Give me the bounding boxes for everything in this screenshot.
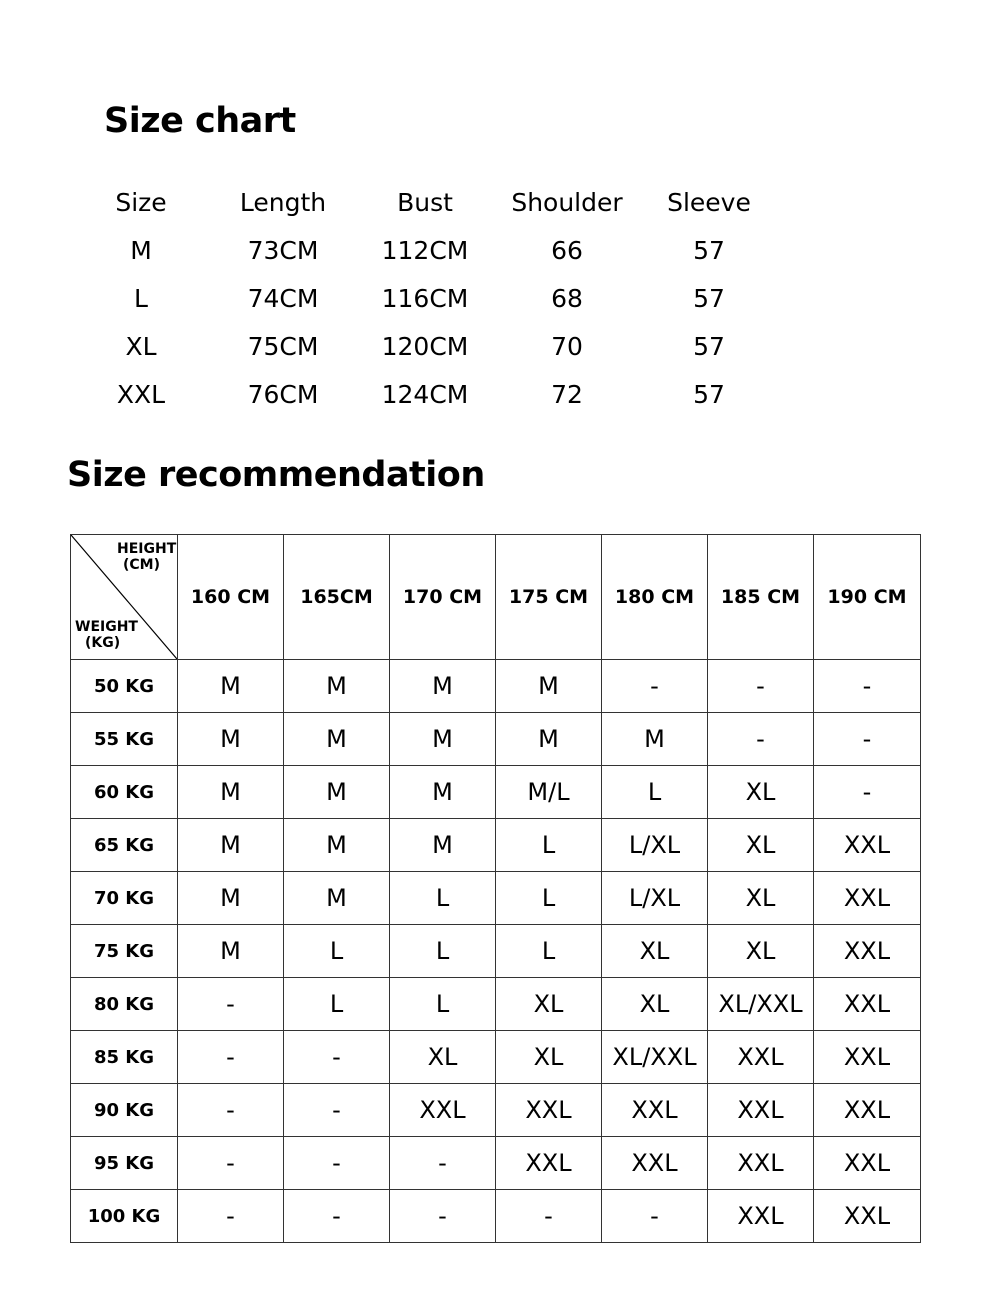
size-chart-cell: 112CM [381, 235, 469, 265]
size-chart-header-cell: Shoulder [511, 187, 623, 217]
recommended-size-cell: XXL [602, 1084, 708, 1137]
recommended-size-cell: XL/XXL [602, 1031, 708, 1084]
recommended-size-cell: M [284, 819, 390, 872]
size-chart-cell: 116CM [381, 283, 469, 313]
recommended-size-cell: - [708, 660, 814, 713]
recommended-size-cell: XXL [390, 1084, 496, 1137]
recommended-size-cell: - [178, 1031, 284, 1084]
recommended-size-cell: XXL [708, 1084, 814, 1137]
recommended-size-cell: - [814, 766, 921, 819]
recommended-size-cell: - [178, 978, 284, 1031]
recommended-size-cell: XL [708, 819, 814, 872]
recommended-size-cell: XXL [814, 819, 921, 872]
size-chart-header-cell: Length [239, 187, 327, 217]
size-chart-cell: 73CM [247, 235, 319, 265]
recommended-size-cell: - [178, 1084, 284, 1137]
recommended-size-cell: L [284, 978, 390, 1031]
height-header-row [71, 535, 921, 660]
recommended-size-cell: M [284, 713, 390, 766]
recommended-size-cell: XXL [814, 872, 921, 925]
recommended-size-cell: M [496, 660, 602, 713]
recommended-size-cell: - [390, 1190, 496, 1243]
size-chart-cell: 76CM [247, 379, 319, 409]
size-chart-cell: 75CM [247, 331, 319, 361]
recommended-size-cell: XXL [814, 1190, 921, 1243]
recommended-size-cell: XXL [814, 1084, 921, 1137]
recommended-size-cell: XL [602, 978, 708, 1031]
size-chart-cell: 124CM [381, 379, 469, 409]
weight-cell: 60 KG [71, 766, 178, 819]
recommended-size-cell: M [284, 660, 390, 713]
recommended-size-cell: M [178, 819, 284, 872]
recommended-size-cell: M [178, 925, 284, 978]
weight-row [71, 925, 921, 978]
weight-row [71, 660, 921, 713]
recommended-size-cell: XL/XXL [708, 978, 814, 1031]
weight-cell: 95 KG [71, 1137, 178, 1190]
size-chart-cell: 57 [693, 331, 725, 361]
size-recommendation-title: Size recommendation [67, 455, 485, 495]
recommended-size-cell: M [178, 766, 284, 819]
recommended-size-cell: XXL [708, 1137, 814, 1190]
recommended-size-cell: M [390, 766, 496, 819]
size-chart-cell: 72 [551, 379, 583, 409]
weight-row [71, 819, 921, 872]
recommended-size-cell: XXL [814, 978, 921, 1031]
weight-row [71, 1084, 921, 1137]
recommended-size-cell: - [708, 713, 814, 766]
size-chart-cell: L [134, 283, 148, 313]
recommended-size-cell: - [814, 713, 921, 766]
size-chart-header-cell: Sleeve [667, 187, 751, 217]
size-chart-cell: 74CM [247, 283, 319, 313]
recommended-size-cell: - [178, 1137, 284, 1190]
height-header-cell: 175 CM [496, 535, 602, 660]
recommended-size-cell: XXL [814, 1031, 921, 1084]
recommended-size-cell: - [814, 660, 921, 713]
height-header-cell: 190 CM [814, 535, 921, 660]
recommended-size-cell: XXL [602, 1137, 708, 1190]
size-chart-cell: XL [125, 331, 157, 361]
recommended-size-cell: L [390, 925, 496, 978]
recommended-size-cell: - [178, 1190, 284, 1243]
weight-cell: 65 KG [71, 819, 178, 872]
size-chart-header-row [70, 178, 780, 226]
weight-axis-label [75, 619, 138, 651]
recommended-size-cell: - [284, 1137, 390, 1190]
size-chart-cell: 57 [693, 283, 725, 313]
recommended-size-cell: M/L [496, 766, 602, 819]
recommended-size-cell: - [284, 1190, 390, 1243]
recommended-size-cell: XXL [496, 1084, 602, 1137]
height-unit: (CM) [123, 557, 161, 573]
weight-cell: 85 KG [71, 1031, 178, 1084]
weight-cell: 100 KG [71, 1190, 178, 1243]
size-chart-cell: 120CM [381, 331, 469, 361]
weight-unit: (KG) [85, 635, 121, 651]
weight-row [71, 978, 921, 1031]
recommended-size-cell: M [284, 766, 390, 819]
recommended-size-cell: - [496, 1190, 602, 1243]
recommended-size-cell: XL [708, 872, 814, 925]
weight-row [71, 1190, 921, 1243]
recommended-size-cell: XL [708, 925, 814, 978]
size-chart-row [70, 322, 780, 370]
height-header-cell: 160 CM [178, 535, 284, 660]
recommended-size-cell: XL [496, 1031, 602, 1084]
recommended-size-cell: L [390, 978, 496, 1031]
height-axis-label [117, 541, 176, 573]
height-header-cell: 170 CM [390, 535, 496, 660]
recommended-size-cell: L [602, 766, 708, 819]
weight-row [71, 1031, 921, 1084]
recommended-size-cell: - [284, 1084, 390, 1137]
recommended-size-cell: XXL [708, 1031, 814, 1084]
recommended-size-cell: M [178, 660, 284, 713]
size-chart-cell: 66 [551, 235, 583, 265]
recommended-size-cell: XXL [814, 1137, 921, 1190]
size-chart-header-cell: Bust [397, 187, 453, 217]
recommended-size-cell: L [496, 819, 602, 872]
recommended-size-cell: M [390, 660, 496, 713]
weight-cell: 75 KG [71, 925, 178, 978]
weight-row [71, 713, 921, 766]
recommended-size-cell: XXL [708, 1190, 814, 1243]
recommended-size-cell: - [390, 1137, 496, 1190]
size-chart-cell: 68 [551, 283, 583, 313]
recommended-size-cell: L/XL [602, 872, 708, 925]
recommended-size-cell: XL [496, 978, 602, 1031]
size-chart-cell: 57 [693, 235, 725, 265]
size-chart-cell: 70 [551, 331, 583, 361]
size-chart-row [70, 274, 780, 322]
recommended-size-cell: - [284, 1031, 390, 1084]
recommended-size-cell: XL [390, 1031, 496, 1084]
size-chart-title: Size chart [104, 101, 296, 141]
recommended-size-cell: XXL [814, 925, 921, 978]
recommended-size-cell: M [390, 819, 496, 872]
size-chart-cell: M [130, 235, 152, 265]
weight-cell: 80 KG [71, 978, 178, 1031]
size-chart-row [70, 370, 780, 418]
recommended-size-cell: M [390, 713, 496, 766]
size-chart-header-cell: Size [115, 187, 167, 217]
height-header-cell: 185 CM [708, 535, 814, 660]
weight-cell: 50 KG [71, 660, 178, 713]
weight-row [71, 872, 921, 925]
recommended-size-cell: M [178, 872, 284, 925]
weight-row [71, 1137, 921, 1190]
recommended-size-cell: XXL [496, 1137, 602, 1190]
height-label: HEIGHT [117, 541, 177, 557]
recommended-size-cell: M [602, 713, 708, 766]
weight-cell: 70 KG [71, 872, 178, 925]
recommended-size-cell: L [390, 872, 496, 925]
weight-cell: 55 KG [71, 713, 178, 766]
recommended-size-cell: - [602, 660, 708, 713]
recommended-size-cell: M [284, 872, 390, 925]
weight-cell: 90 KG [71, 1084, 178, 1137]
recommended-size-cell: XL [708, 766, 814, 819]
weight-label: WEIGHT [75, 619, 138, 635]
recommended-size-cell: M [178, 713, 284, 766]
recommended-size-cell: M [496, 713, 602, 766]
size-chart-table [70, 178, 780, 418]
size-recommendation-table [70, 534, 921, 1243]
recommended-size-cell: L [284, 925, 390, 978]
recommended-size-cell: L [496, 872, 602, 925]
recommended-size-cell: XL [602, 925, 708, 978]
corner-cell [71, 535, 178, 660]
size-chart-row [70, 226, 780, 274]
recommended-size-cell: L [496, 925, 602, 978]
height-header-cell: 165CM [284, 535, 390, 660]
recommended-size-cell: L/XL [602, 819, 708, 872]
size-chart-cell: 57 [693, 379, 725, 409]
height-header-cell: 180 CM [602, 535, 708, 660]
weight-row [71, 766, 921, 819]
size-chart-cell: XXL [116, 379, 166, 409]
recommended-size-cell: - [602, 1190, 708, 1243]
